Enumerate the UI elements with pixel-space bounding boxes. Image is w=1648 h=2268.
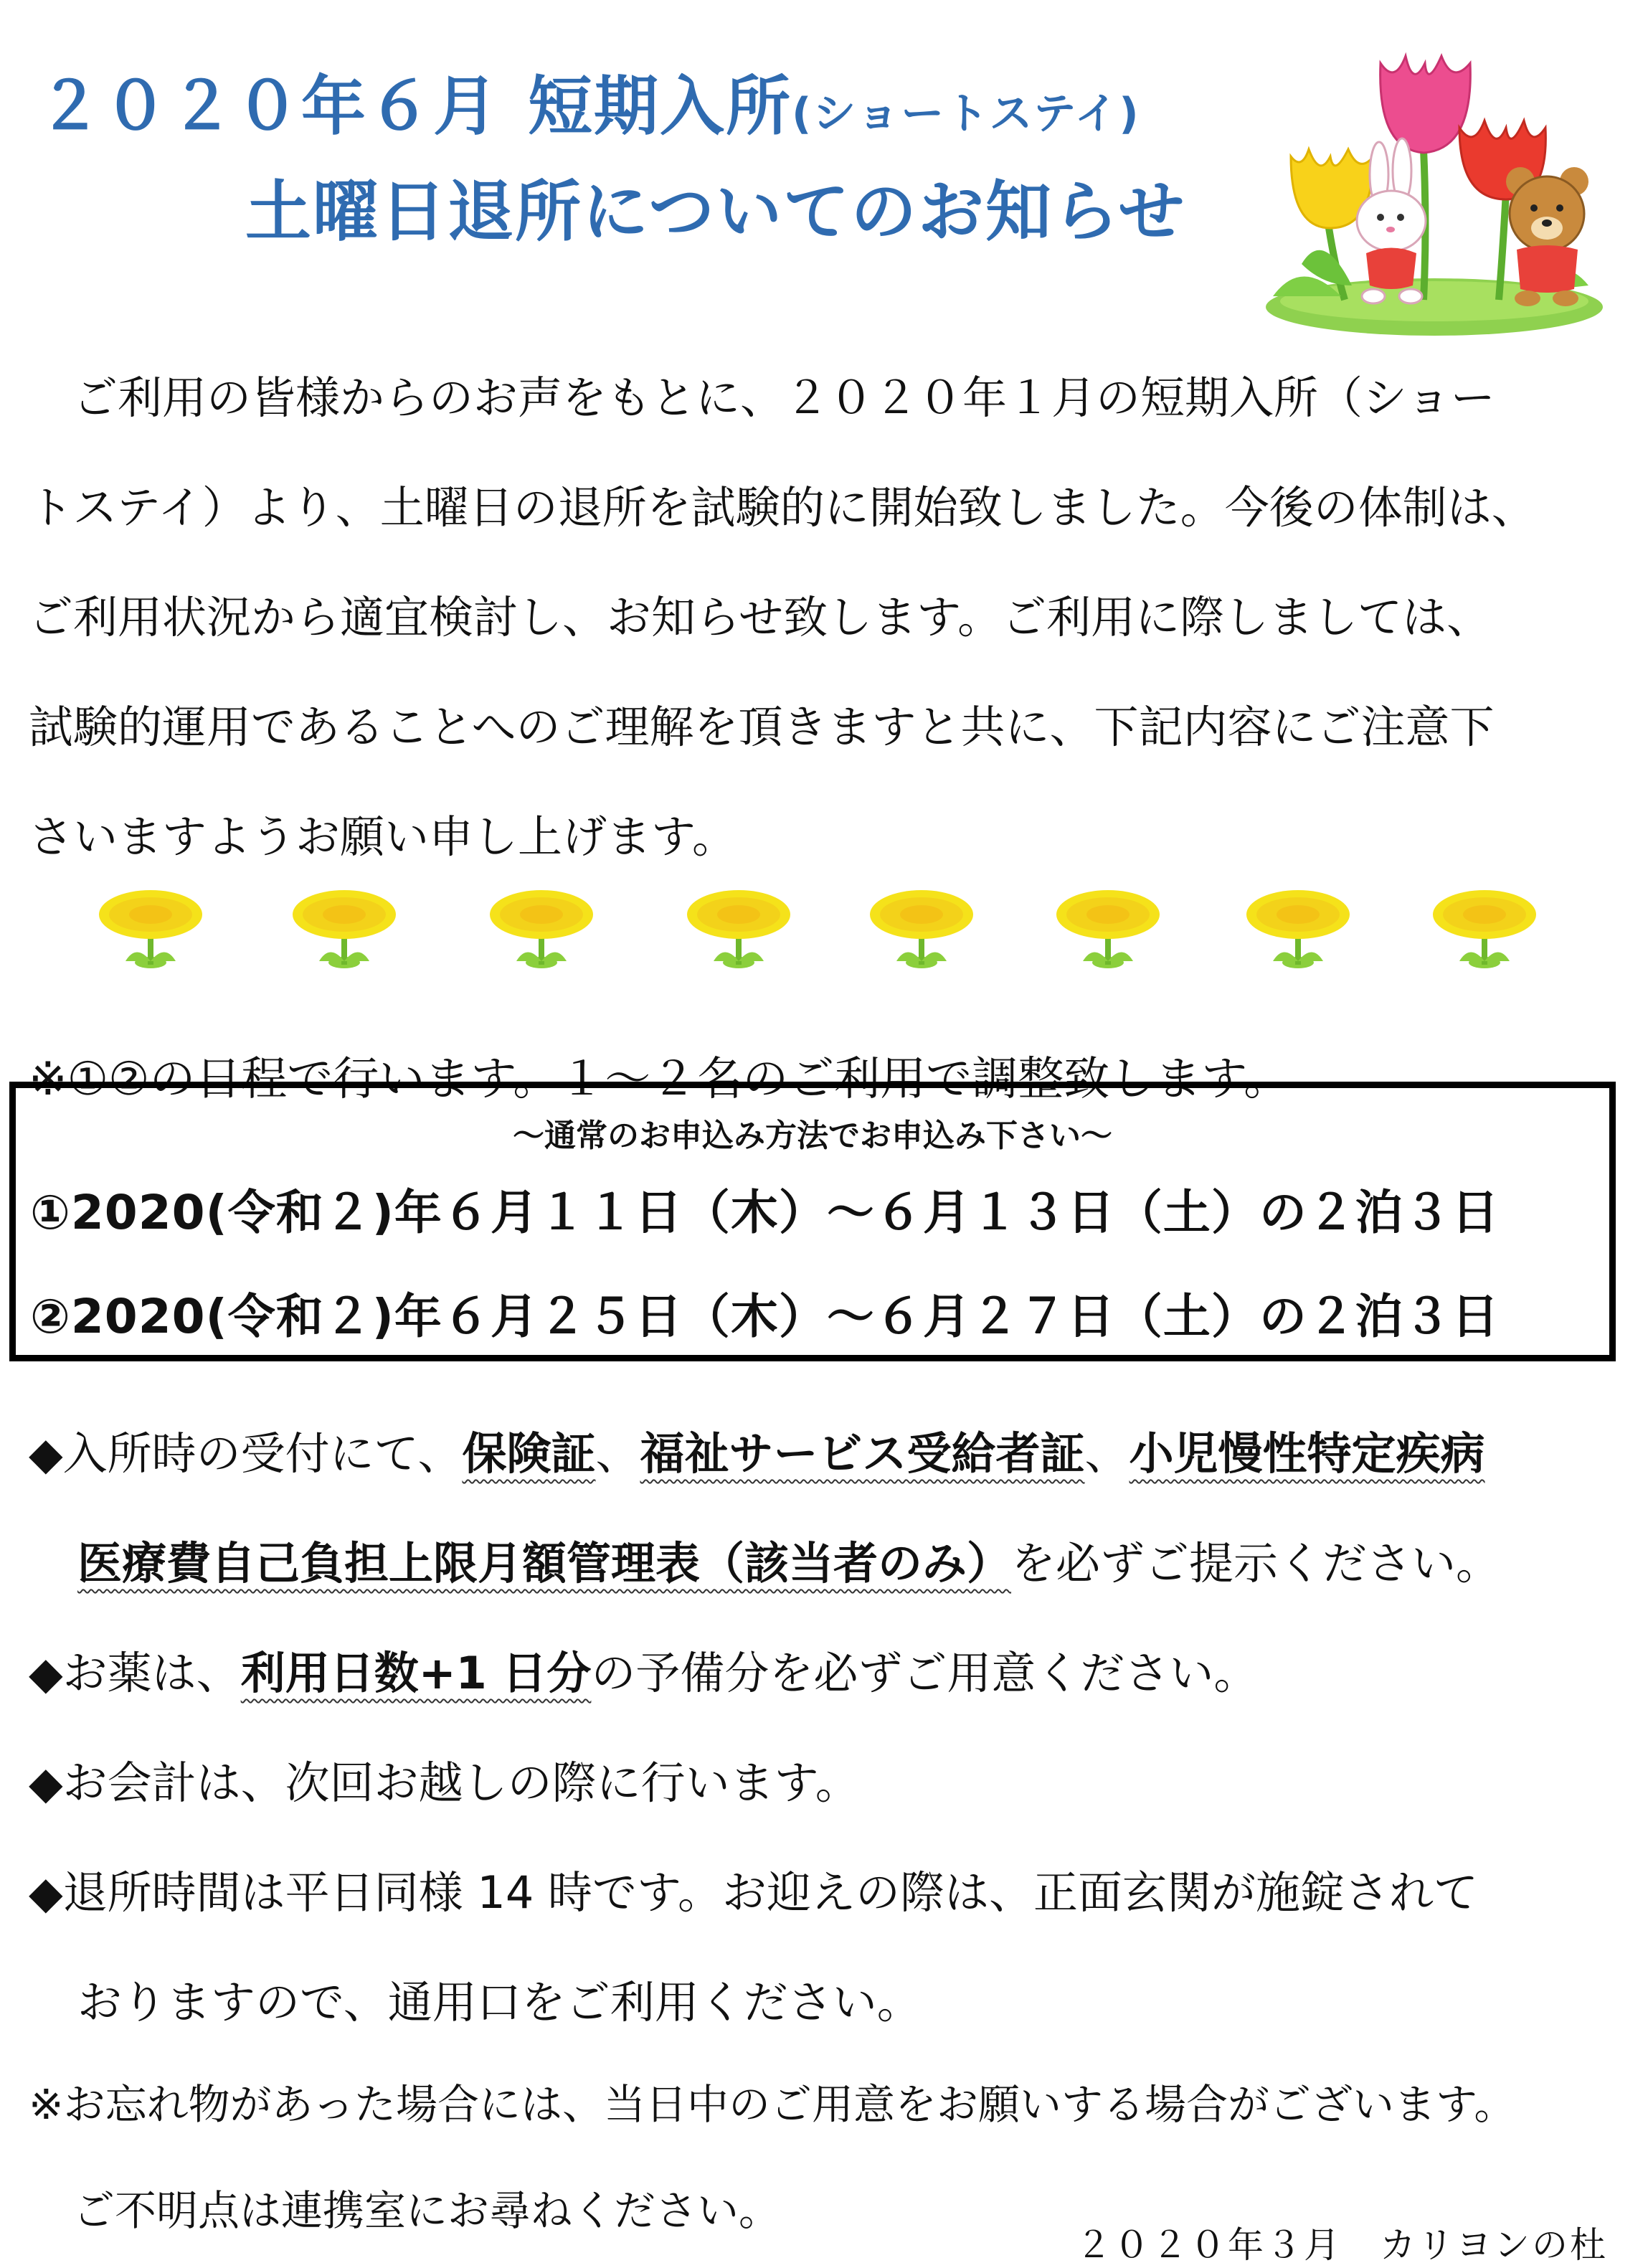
note-discharge-time: ◆退所時間は平日同様 14 時です。お迎えの際は、正面玄関が施錠されて	[29, 1866, 1479, 1919]
title-date: ２０２０年６月	[37, 69, 499, 144]
notes-list	[29, 1399, 1635, 2057]
dandelion-icon	[1241, 882, 1355, 975]
footer-note-line1: ※お忘れ物があった場合には、当日中のご用意をお願いする場合がございます。	[29, 2080, 1516, 2129]
schedule-note: ※①②の日程で行います。１～２名のご利用で調整致します。	[29, 1053, 1290, 1106]
dandelion-icon	[681, 882, 796, 975]
note-medicine-prefix: ◆お薬は、	[29, 1647, 241, 1699]
dandelion-icon	[287, 882, 402, 975]
intro-line: 試験的運用であることへのご理解を頂きますと共に、下記内容にご注意下	[29, 701, 1495, 753]
intro-line: ご利用の皆様からのお声をもとに、２０２０年１月の短期入所（ショー	[29, 372, 1495, 424]
separator: 、	[1084, 1427, 1130, 1480]
dandelion-icon	[93, 882, 208, 975]
note-medicine	[29, 1618, 1635, 1728]
note-documents-prefix: ◆入所時の受付にて、	[29, 1427, 463, 1480]
intro-paragraph	[29, 343, 1635, 892]
doc-insurance-card: 保険証	[462, 1427, 596, 1480]
note-discharge-time-cont: おりますので、通用口をご利用ください。	[77, 1976, 922, 2028]
tulip-illustration	[1259, 49, 1610, 336]
flower-divider	[93, 882, 1571, 975]
intro-line: ご利用状況から適宜検討し、お知らせ致します。ご利用に際しましては、	[29, 591, 1492, 643]
schedule-box-header: ～通常のお申込み方法でお申込み下さい～	[513, 1118, 1112, 1154]
intro-line: トステイ）より、土曜日の退所を試験的に開始致しました。今後の体制は、	[29, 481, 1536, 534]
note-payment: ◆お会計は、次回お越しの際に行います。	[29, 1757, 860, 1809]
doc-chronic-disease: 小児慢性特定疾病	[1129, 1427, 1485, 1480]
note-documents	[29, 1399, 1635, 1508]
dandelion-icon	[864, 882, 979, 975]
separator: 、	[595, 1427, 640, 1480]
note-medicine-suffix: の予備分を必ずご用意ください。	[591, 1647, 1259, 1699]
title-service-paren: (ショートステイ)	[792, 89, 1140, 139]
signature: ２０２０年３月 カリヨンの杜	[1076, 2224, 1608, 2266]
dandelion-icon	[1427, 882, 1542, 975]
schedule-date-2: ②2020(令和２)年６月２５日（木）～６月２７日（土）の２泊３日	[30, 1289, 1500, 1344]
dandelion-icon	[1051, 882, 1165, 975]
medicine-days: 利用日数+1 日分	[240, 1647, 592, 1699]
note-documents-suffix: を必ずご提示ください。	[1011, 1537, 1501, 1589]
intro-line: さいますようお願い申し上げます。	[29, 811, 737, 863]
page-title-line1	[37, 69, 1140, 144]
doc-welfare-card: 福祉サービス受給者証	[640, 1427, 1085, 1480]
schedule-date-1: ①2020(令和２)年６月１１日（木）～６月１３日（土）の２泊３日	[30, 1185, 1500, 1240]
dandelion-icon	[484, 882, 599, 975]
note-documents-cont	[29, 1508, 1635, 1618]
doc-medical-cost-table: 医療費自己負担上限月額管理表（該当者のみ）	[77, 1537, 1012, 1589]
footer-note-line2: ご不明点は連携室にお尋ねください。	[73, 2186, 781, 2235]
page-title-line2: 土曜日退所についてのお知らせ	[245, 174, 1186, 250]
schedule-box	[9, 1082, 1616, 1361]
title-service: 短期入所	[528, 69, 792, 144]
